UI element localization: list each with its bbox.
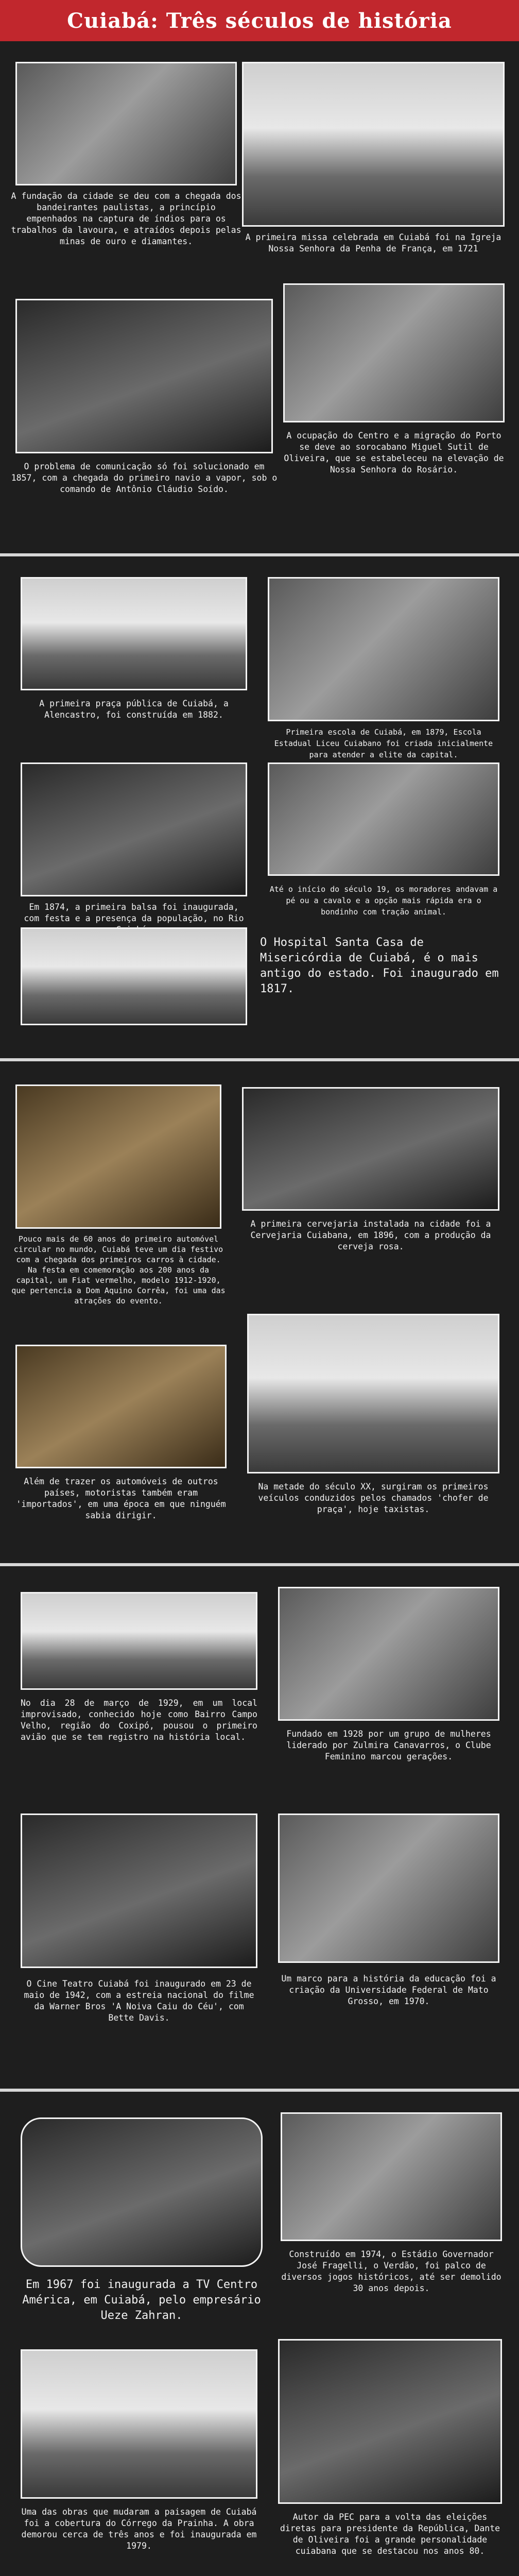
photo-first-mass [242, 62, 505, 227]
caption-cine-teatro: O Cine Teatro Cuiabá foi inaugurado em 23 de maio de 1942, com a estreia nacional do filme da Warner Bros 'A Noiva Caiu do Céu', com Bette Davis. [24, 1979, 254, 2023]
caption-taxi-drivers: Na metade do século XX, surgiram os primeiros veículos conduzidos pelos chamados 'chofer de praça', hoje taxistas. [258, 1482, 489, 1514]
photo-first-ferry [21, 762, 247, 896]
section-nineteenth-century [0, 556, 519, 1061]
photo-brewery [242, 1087, 499, 1211]
caption-santa-casa: O Hospital Santa Casa de Misericórdia de Cuiabá, é o mais antigo do estado. Foi inaugurado em 1817. [260, 936, 499, 995]
caption-tram: Até o início do século 19, os moradores andavam a pé ou a cavalo e a opção mais rápida era o bondinho com tração animal. [269, 885, 498, 917]
photo-tv-centro-america [21, 2117, 263, 2267]
caption-dante-de-oliveira: Autor da PEC para a volta das eleições diretas para presidente da República, Dante de Oliveira foi a grande personalidade cuiabana que se destacou nos anos 80. [280, 2512, 500, 2556]
caption-founding: A fundação da cidade se deu com a chegada dos bandeirantes paulistas, a princípio empenhados na captura de índios para os trabalhos da lavoura, e atraídos depois pelas minas de ouro e diamantes. [11, 191, 241, 246]
caption-brewery: A primeira cervejaria instalada na cidade foi a Cervejaria Cuiabana, em 1896, com a produção da cerveja rosa. [250, 1219, 491, 1251]
section-founding [0, 41, 519, 556]
photo-taxi-drivers [247, 1314, 499, 1473]
photo-cine-teatro [21, 1814, 257, 1968]
caption-steamship: O problema de comunicação só foi solucionado em 1857, com a chegada do primeiro navio a vapor, sob o comando de Antônio Cláudio Soído. [11, 462, 278, 494]
photo-city-center [283, 283, 505, 422]
caption-imported-drivers: Além de trazer os automóveis de outros países, motoristas também eram 'importados', em uma época em que ninguém sabia dirigir. [16, 1477, 226, 1520]
section-modern-era [0, 2092, 519, 2576]
caption-verdao-stadium: Construído em 1974, o Estádio Governador José Fragelli, o Verdão, foi palco de diversos jogos históricos, até ser demolido 30 anos depois. [281, 2249, 501, 2293]
photo-alencastro-square [21, 577, 247, 690]
photo-tram [268, 762, 499, 876]
section-twentieth-century [0, 1566, 519, 2092]
photo-liceu-cuiabano [268, 577, 499, 721]
photo-clube-feminino [278, 1587, 499, 1721]
photo-first-airplane [21, 1592, 257, 1690]
caption-clube-feminino: Fundado em 1928 por um grupo de mulheres liderado por Zulmira Canavarros, o Clube Feminino marcou gerações. [286, 1729, 491, 1761]
photo-prainha [21, 2349, 257, 2499]
caption-city-center: A ocupação do Centro e a migração do Porto se deve ao sorocabano Miguel Sutil de Oliveira, que se estabeleceu na elevação de Nossa Senhora do Rosário. [284, 431, 504, 474]
caption-prainha: Uma das obras que mudaram a paisagem de Cuiabá foi a cobertura do Córrego da Prainha. A obra demorou cerca de três anos e foi inaugurada em 1979. [21, 2507, 257, 2551]
photo-verdao-stadium [281, 2112, 502, 2241]
photo-santa-casa [21, 927, 247, 1025]
caption-first-ferry: Em 1874, a primeira balsa foi inaugurada, com festa e a presença da população, no Rio [24, 902, 244, 923]
caption-ufmt: Um marco para a história da educação foi a criação da Universidade Federal de Mato Grosso, em 1970. [281, 1974, 496, 2006]
photo-steamship [15, 299, 273, 453]
caption-first-airplane: No dia 28 de março de 1929, em um local improvisado, conhecido hoje como Bairro Campo Velho, região do Coxipó, pousou o primeiro avião que se tem registro na história local. [21, 1698, 257, 1742]
photo-bandeirantes [15, 62, 237, 185]
caption-tv-centro-america: Em 1967 foi inaugurada a TV Centro América, em Cuiabá, pelo empresário Ueze Zahran. [22, 2278, 261, 2322]
photo-dante-de-oliveira [278, 2339, 502, 2504]
photo-imported-drivers [15, 1345, 227, 1468]
caption-first-car: Pouco mais de 60 anos do primeiro automóvel circular no mundo, Cuiabá teve um dia festivo com a chegada dos primeiros carros à cidade. Na festa em comemoração aos 200 anos da capital, um Fiat vermelho, modelo 1912-1920, que pertencia a Dom Aquino Corrêa, foi uma das atrações do evento. [11, 1234, 226, 1306]
page-title: Cuiabá: Três séculos de história [67, 8, 452, 33]
photo-first-car [15, 1084, 221, 1229]
caption-first-mass: A primeira missa celebrada em Cuiabá foi na Igreja Nossa Senhora da Penha de França, em 1721 [245, 232, 501, 253]
caption-alencastro-square: A primeira praça pública de Cuiabá, a Alencastro, foi construída em 1882. [39, 699, 229, 720]
photo-ufmt [278, 1814, 499, 1963]
title-banner [0, 0, 519, 41]
caption-liceu-cuiabano: Primeira escola de Cuiabá, em 1879, Escola Estadual Liceu Cuiabano foi criada inicialmente para atender a elite da capital. [274, 727, 493, 759]
section-early-automobiles [0, 1061, 519, 1566]
